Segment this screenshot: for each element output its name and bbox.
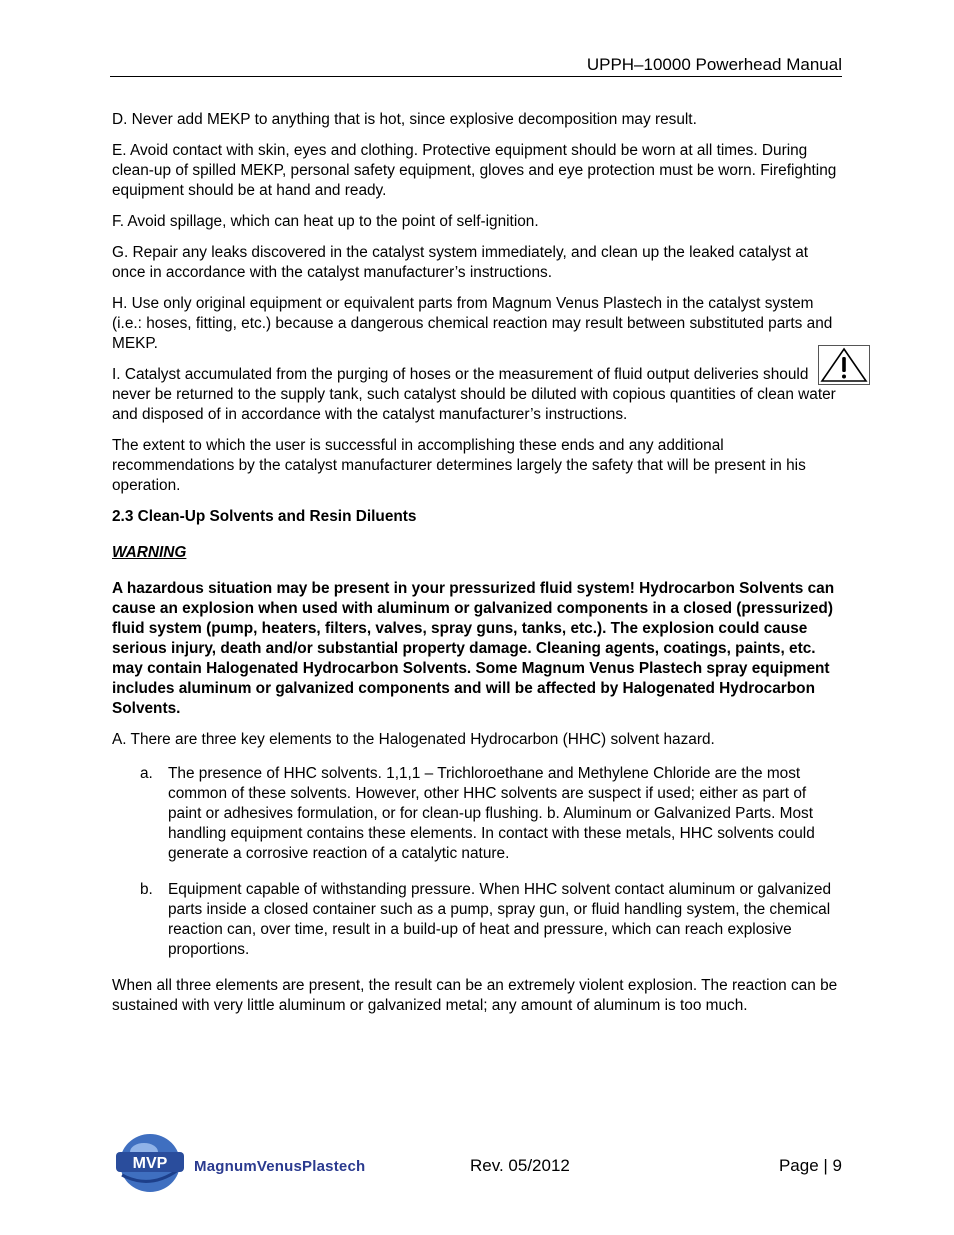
warning-label: WARNING [112,544,187,561]
list-item [112,764,842,864]
revision-date: Rev. 05/2012 [470,1156,570,1175]
section-heading: 2.3 Clean-Up Solvents and Resin Diluents [112,508,417,525]
page-footer [110,1130,842,1196]
paragraph-f: F. Avoid spillage, which can heat up to the point of self-ignition. [112,213,539,230]
manual-title: UPPH–10000 Powerhead Manual [586,55,842,74]
warning-text: A hazardous situation may be present in your pressurized fluid system! Hydrocarbon Solvents can cause an explosion when used with aluminum or galvanized components in a closed (pressurized) fluid system (pump, heaters, filters, valves, spray guns, tanks, etc.). The explosion could cause serious injury, death and/or substantial property damage. Cleaning agents, coatings, paints, etc. may contain Halogenated Hydrocarbon Solvents. Some Magnum Venus Plastech spray equipment includes aluminum or galvanized components and will be affected by Halogenated Hydrocarbon Solvents. [112,580,835,717]
paragraph-d: D. Never add MEKP to anything that is hot, since explosive decomposition may result. [112,111,697,128]
paragraph-final: When all three elements are present, the result can be an extremely violent explosion. The reaction can be sustained with very little aluminum or galvanized metal; any amount of aluminum is too much. [112,977,838,1014]
list-item-text: The presence of HHC solvents. 1,1,1 – Trichloroethane and Methylene Chloride are the most common of these solvents. However, other HHC solvents are suspect if used; either as part of paint or adhesives formulation, or for clean-up flushing. b. Aluminum or Galvanized Parts. Most handling equipment contains these elements. In contact with these metals, HHC solvents could generate a corrosive reaction of a catalytic nature. [168,765,815,862]
list-marker: a. [140,765,153,782]
paragraph-e: E. Avoid contact with skin, eyes and clothing. Protective equipment should be worn at all times. During clean-up of spilled MEKP, personal safety equipment, gloves and eye protection must be worn. Firefighting equipment should be at hand and ready. [112,142,837,199]
paragraph-extent: The extent to which the user is successful in accomplishing these ends and any additional recommendations by the catalyst manufacturer determines largely the safety that will be present in his operation. [112,437,806,494]
paragraph-h: H. Use only original equipment or equivalent parts from Magnum Venus Plastech in the catalyst system (i.e.: hoses, fitting, etc.) because a dangerous chemical reaction may result between substituted parts and MEKP. [112,295,833,352]
hazard-elements-list [112,764,842,960]
paragraph-g: G. Repair any leaks discovered in the catalyst system immediately, and clean up the leaked catalyst at once in accordance with the catalyst manufacturer’s instructions. [112,244,809,281]
page-number: Page | 9 [778,1156,842,1175]
page-header [110,54,842,77]
company-logo [110,1130,410,1196]
logo-wordmark: MagnumVenusPlastech [194,1158,366,1175]
paragraph-i-block [112,365,842,425]
page-body [112,110,842,1027]
list-marker: b. [140,881,153,898]
warning-triangle-icon [818,345,870,385]
list-item [112,880,842,960]
paragraph-i: I. Catalyst accumulated from the purging of hoses or the measurement of fluid output deliveries should never be returned to the supply tank, such catalyst should be diluted with copious quantities of clean water and disposed of in accordance with the catalyst manufacturer’s instructions. [112,366,836,423]
list-item-text: Equipment capable of withstanding pressure. When HHC solvent contact aluminum or galvanized parts inside a closed container such as a pump, spray gun, or fluid handling system, the chemical reaction can, over time, result in a build-up of heat and pressure, which can reach explosive proportions. [168,881,831,958]
paragraph-a: A. There are three key elements to the Halogenated Hydrocarbon (HHC) solvent hazard. [112,731,715,748]
mvp-globe-logo [110,1130,194,1196]
logo-badge: MVP [132,1155,168,1172]
